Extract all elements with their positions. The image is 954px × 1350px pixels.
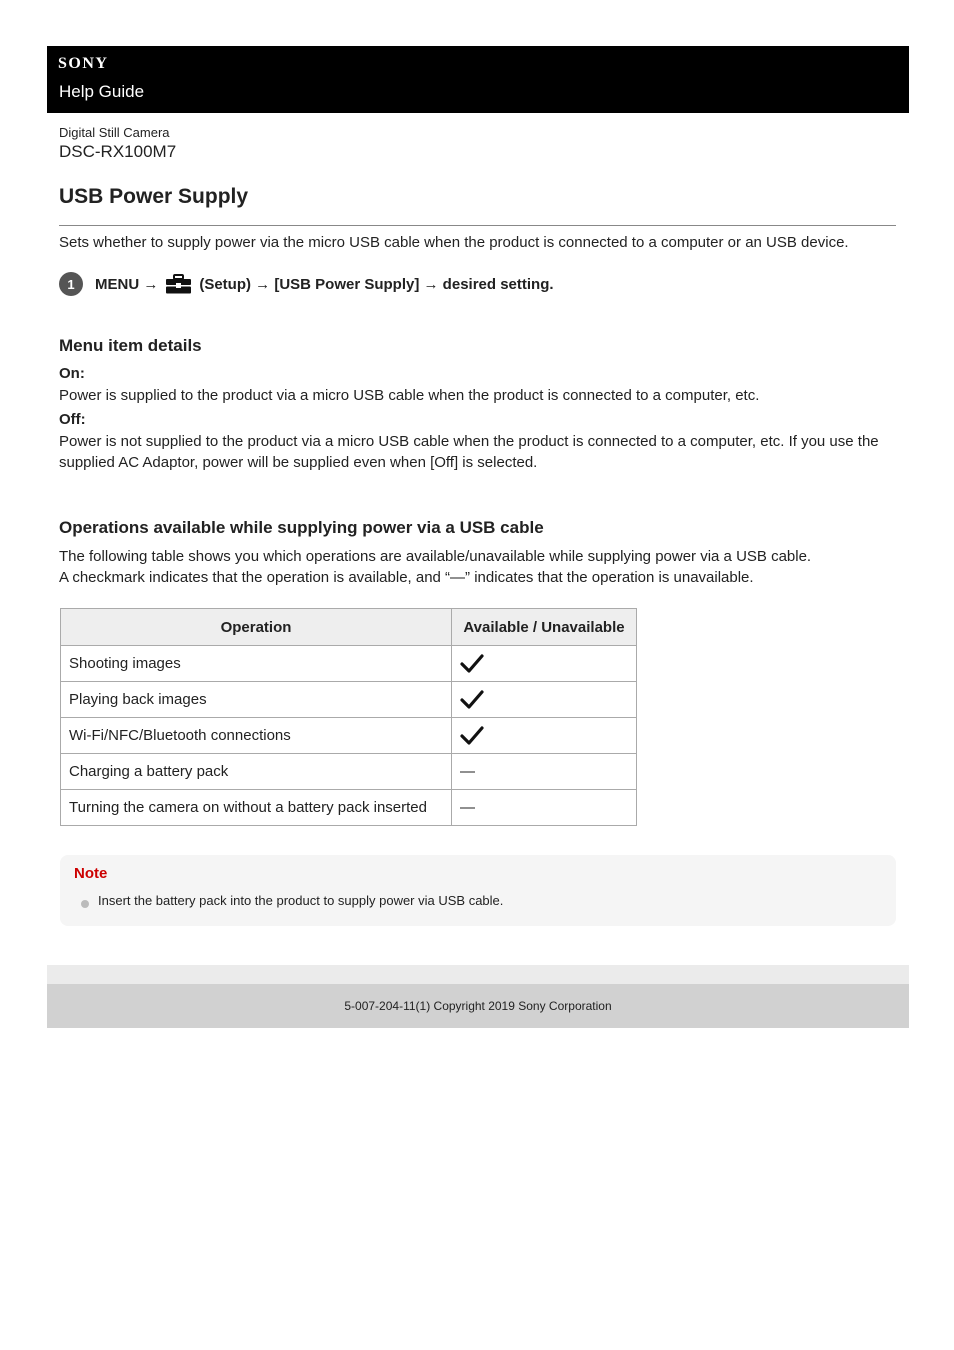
note-box xyxy=(60,855,896,926)
operation-cell: Playing back images xyxy=(61,682,452,718)
checkmark-icon xyxy=(460,653,484,675)
step-suffix: (Setup) → [USB Power Supply] → desired setting. xyxy=(199,275,554,293)
page-title: USB Power Supply xyxy=(59,185,249,208)
operation-cell: Turning the camera on without a battery pack inserted xyxy=(61,790,452,826)
table-row xyxy=(61,790,637,826)
title-divider xyxy=(59,225,896,226)
column-header-operation: Operation xyxy=(61,609,452,646)
off-description: Power is not supplied to the product via a micro USB cable when the product is connected to a computer, etc. If you use the supplied AC Adaptor, power will be supplied even when [Off] is selected. xyxy=(59,433,879,471)
note-title: Note xyxy=(74,865,108,882)
availability-cell xyxy=(452,682,637,718)
table-row xyxy=(61,646,637,682)
off-label: Off: xyxy=(59,411,86,428)
note-item: Insert the battery pack into the product to supply power via USB cable. xyxy=(98,893,504,908)
page-footer xyxy=(47,984,909,1028)
help-guide-title: Help Guide xyxy=(59,82,145,101)
checkmark-icon xyxy=(460,689,484,711)
copyright-text: 5-007-204-11(1) Copyright 2019 Sony Corporation xyxy=(344,999,612,1013)
operation-cell: Charging a battery pack xyxy=(61,754,452,790)
page-header xyxy=(47,46,909,113)
product-model: DSC-RX100M7 xyxy=(59,142,177,161)
sony-logo: SONY xyxy=(58,55,109,72)
operations-table xyxy=(60,608,637,826)
step-instruction xyxy=(95,274,554,294)
availability-cell: — xyxy=(452,754,637,790)
product-category: Digital Still Camera xyxy=(59,125,170,140)
operation-cell: Wi-Fi/NFC/Bluetooth connections xyxy=(61,718,452,754)
availability-cell xyxy=(452,646,637,682)
step-1 xyxy=(59,272,554,296)
step-number-badge: 1 xyxy=(59,272,83,296)
bullet-icon xyxy=(81,900,89,908)
menu-item-details-heading: Menu item details xyxy=(59,336,202,355)
table-header-row xyxy=(61,609,637,646)
table-row xyxy=(61,754,637,790)
checkmark-icon xyxy=(460,725,484,747)
operations-description-line-1: The following table shows you which operations are available/unavailable while supplying power via a USB cable. xyxy=(59,548,812,565)
table-row xyxy=(61,718,637,754)
on-description: Power is supplied to the product via a micro USB cable when the product is connected to a computer, etc. xyxy=(59,387,760,404)
footer-band xyxy=(47,965,909,984)
operations-heading: Operations available while supplying power via a USB cable xyxy=(59,518,544,537)
operations-description-line-2: A checkmark indicates that the operation is available, and “—” indicates that the operation is unavailable. xyxy=(59,569,754,586)
column-header-availability: Available / Unavailable xyxy=(452,609,637,646)
setup-toolbox-icon xyxy=(165,274,192,294)
on-label: On: xyxy=(59,365,85,382)
step-prefix: MENU → xyxy=(95,275,159,293)
table-row xyxy=(61,682,637,718)
availability-cell: — xyxy=(452,790,637,826)
operation-cell: Shooting images xyxy=(61,646,452,682)
intro-text: Sets whether to supply power via the micro USB cable when the product is connected to a computer or an USB device. xyxy=(59,234,849,251)
availability-cell xyxy=(452,718,637,754)
